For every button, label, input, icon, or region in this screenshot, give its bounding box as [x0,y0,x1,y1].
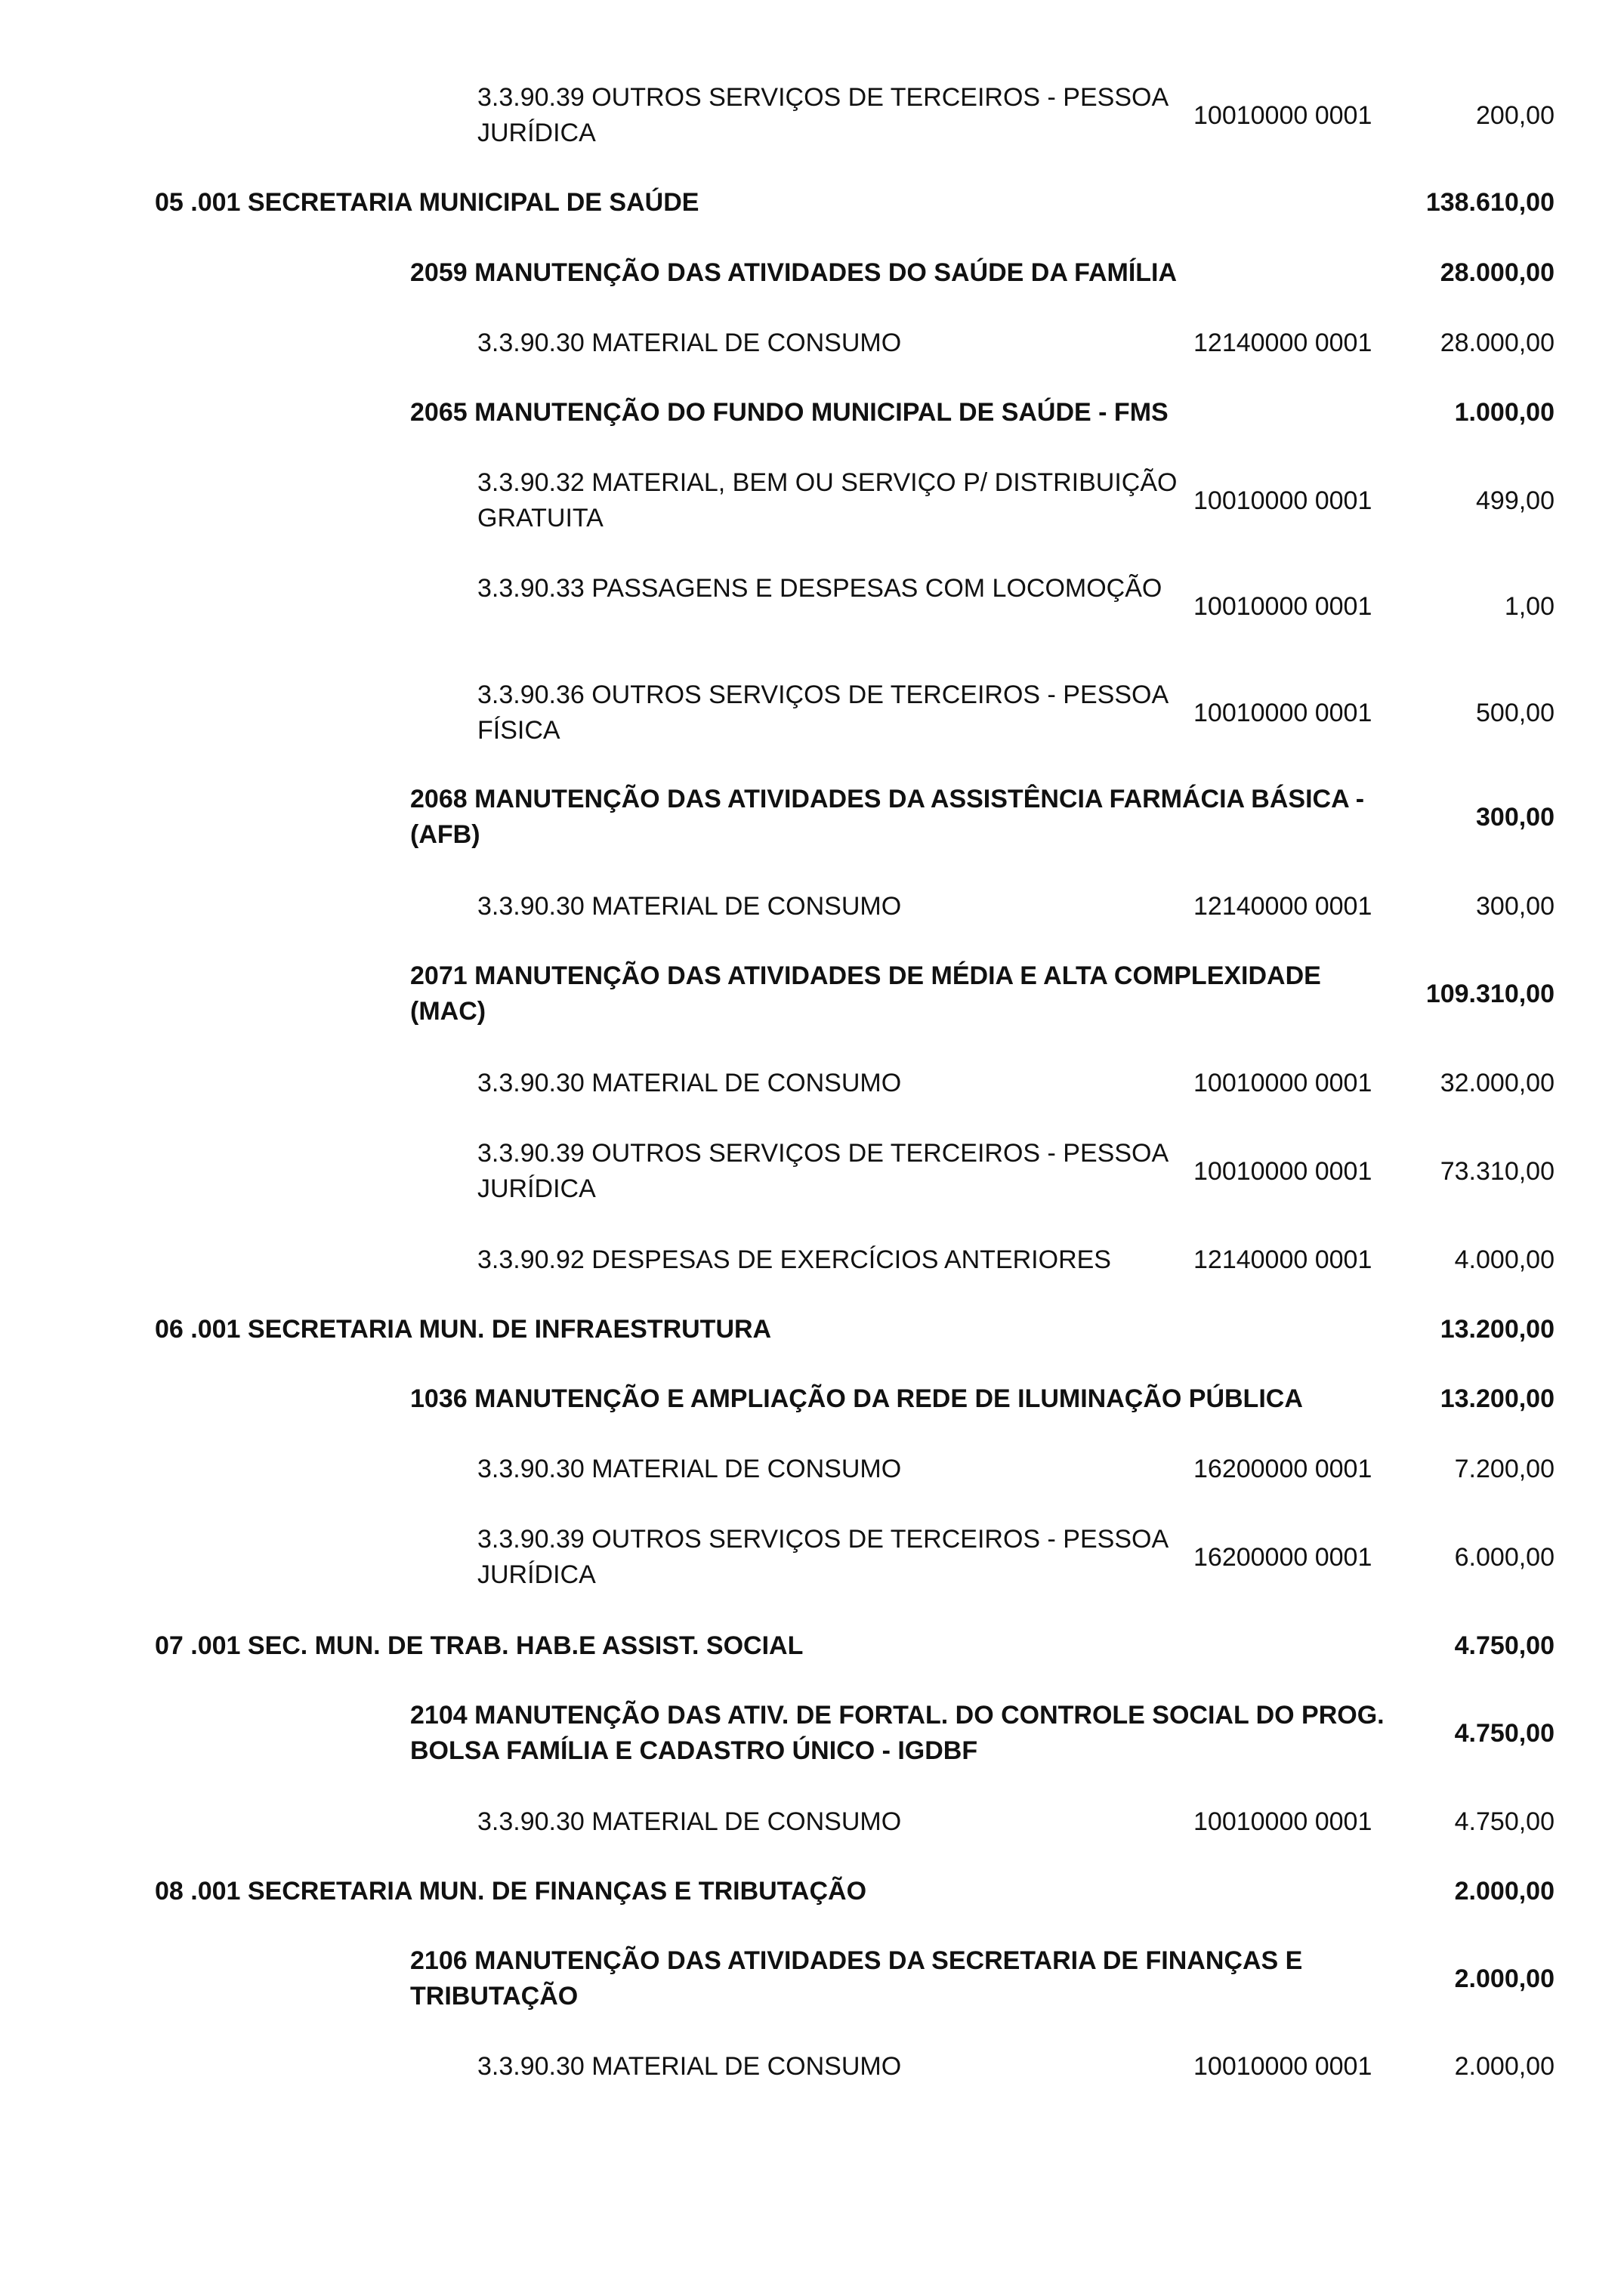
action-title: 2059 MANUTENÇÃO DAS ATIVIDADES DO SAÚDE DA FAMÍLIA [410,258,1178,287]
action-title: 2068 MANUTENÇÃO DAS ATIVIDADES DA ASSISTÊNCIA FARMÁCIA BÁSICA - (AFB) [410,785,1365,849]
expense-item-row [0,571,1624,642]
org-unit-row [0,1312,1624,1347]
amount-value: 1.000,00 [1454,397,1555,427]
expense-item-row [0,465,1624,536]
expense-item-row [0,1804,1624,1840]
org-unit-row [0,185,1624,221]
expense-description: 3.3.90.39 OUTROS SERVIÇOS DE TERCEIROS - PESSOA JURÍDICA [477,1139,1168,1203]
org-unit-title: 08 .001 SECRETARIA MUN. DE FINANÇAS E TRIBUTAÇÃO [155,1876,867,1906]
expense-description: 3.3.90.39 OUTROS SERVIÇOS DE TERCEIROS - PESSOA JURÍDICA [477,83,1168,147]
funding-source-code: 10010000 0001 [1193,100,1372,130]
budget-action-row [0,395,1624,430]
funding-source-code: 10010000 0001 [1193,2051,1372,2081]
amount-value: 109.310,00 [1425,979,1555,1008]
amount-value: 200,00 [1476,100,1555,130]
expense-description: 3.3.90.39 OUTROS SERVIÇOS DE TERCEIROS - PESSOA JURÍDICA [477,1525,1168,1589]
budget-action-row [0,1698,1624,1769]
expense-description: 3.3.90.30 MATERIAL DE CONSUMO [477,1068,902,1097]
amount-value: 13.200,00 [1440,1384,1555,1413]
amount-value: 4.750,00 [1454,1807,1555,1836]
funding-source-code: 10010000 0001 [1193,486,1372,515]
amount-value: 73.310,00 [1440,1156,1555,1186]
amount-value: 4.750,00 [1454,1718,1555,1748]
funding-source-code: 10010000 0001 [1193,591,1372,621]
amount-value: 32.000,00 [1440,1068,1555,1097]
expense-description: 3.3.90.32 MATERIAL, BEM OU SERVIÇO P/ DISTRIBUIÇÃO GRATUITA [477,468,1178,532]
expense-description: 3.3.90.33 PASSAGENS E DESPESAS COM LOCOMOÇÃO [477,574,1162,603]
org-unit-title: 05 .001 SECRETARIA MUNICIPAL DE SAÚDE [155,187,699,217]
amount-value: 7.200,00 [1454,1454,1555,1483]
funding-source-code: 12140000 0001 [1193,891,1372,921]
amount-value: 138.610,00 [1425,187,1555,217]
amount-value: 300,00 [1476,891,1555,921]
amount-value: 499,00 [1476,486,1555,515]
amount-value: 500,00 [1476,698,1555,727]
amount-value: 28.000,00 [1440,328,1555,357]
funding-source-code: 10010000 0001 [1193,1156,1372,1186]
action-title: 2106 MANUTENÇÃO DAS ATIVIDADES DA SECRETARIA DE FINANÇAS E TRIBUTAÇÃO [410,1946,1303,2011]
amount-value: 6.000,00 [1454,1542,1555,1572]
action-title: 1036 MANUTENÇÃO E AMPLIAÇÃO DA REDE DE ILUMINAÇÃO PÚBLICA [410,1384,1303,1413]
funding-source-code: 16200000 0001 [1193,1542,1372,1572]
expense-item-row [0,1066,1624,1101]
expense-item-row [0,2049,1624,2085]
expense-description: 3.3.90.36 OUTROS SERVIÇOS DE TERCEIROS - PESSOA FÍSICA [477,680,1168,745]
expense-item-row [0,1242,1624,1278]
amount-value: 4.000,00 [1454,1245,1555,1274]
amount-value: 1,00 [1504,591,1555,621]
amount-value: 4.750,00 [1454,1631,1555,1660]
expense-item-row [0,326,1624,361]
amount-value: 2.000,00 [1454,1876,1555,1906]
funding-source-code: 12140000 0001 [1193,328,1372,357]
budget-action-row [0,958,1624,1029]
action-title: 2065 MANUTENÇÃO DO FUNDO MUNICIPAL DE SAÚDE - FMS [410,397,1169,427]
amount-value: 2.000,00 [1454,1964,1555,1993]
expense-description: 3.3.90.30 MATERIAL DE CONSUMO [477,1454,902,1483]
expense-description: 3.3.90.30 MATERIAL DE CONSUMO [477,2051,902,2081]
amount-value: 28.000,00 [1440,258,1555,287]
expense-item-row [0,889,1624,924]
funding-source-code: 12140000 0001 [1193,1245,1372,1274]
org-unit-row [0,1628,1624,1664]
expense-item-row [0,80,1624,151]
amount-value: 300,00 [1476,802,1555,832]
org-unit-title: 06 .001 SECRETARIA MUN. DE INFRAESTRUTURA [155,1314,772,1344]
action-title: 2104 MANUTENÇÃO DAS ATIV. DE FORTAL. DO CONTROLE SOCIAL DO PROG. BOLSA FAMÍLIA E CADASTRO ÚNICO - IGDBF [410,1701,1385,1765]
expense-description: 3.3.90.30 MATERIAL DE CONSUMO [477,891,902,921]
org-unit-title: 07 .001 SEC. MUN. DE TRAB. HAB.E ASSIST. SOCIAL [155,1631,804,1660]
expense-item-row [0,677,1624,748]
expense-description: 3.3.90.30 MATERIAL DE CONSUMO [477,328,902,357]
funding-source-code: 10010000 0001 [1193,698,1372,727]
org-unit-row [0,1874,1624,1909]
amount-value: 13.200,00 [1440,1314,1555,1344]
expense-item-row [0,1136,1624,1207]
funding-source-code: 10010000 0001 [1193,1807,1372,1836]
budget-action-row [0,782,1624,853]
funding-source-code: 16200000 0001 [1193,1454,1372,1483]
budget-action-row [0,1943,1624,2014]
amount-value: 2.000,00 [1454,2051,1555,2081]
expense-item-row [0,1522,1624,1593]
budget-action-row [0,1381,1624,1417]
expense-item-row [0,1452,1624,1487]
funding-source-code: 10010000 0001 [1193,1068,1372,1097]
budget-action-row [0,255,1624,291]
expense-description: 3.3.90.30 MATERIAL DE CONSUMO [477,1807,902,1836]
action-title: 2071 MANUTENÇÃO DAS ATIVIDADES DE MÉDIA E ALTA COMPLEXIDADE (MAC) [410,961,1321,1026]
expense-description: 3.3.90.92 DESPESAS DE EXERCÍCIOS ANTERIORES [477,1245,1111,1274]
